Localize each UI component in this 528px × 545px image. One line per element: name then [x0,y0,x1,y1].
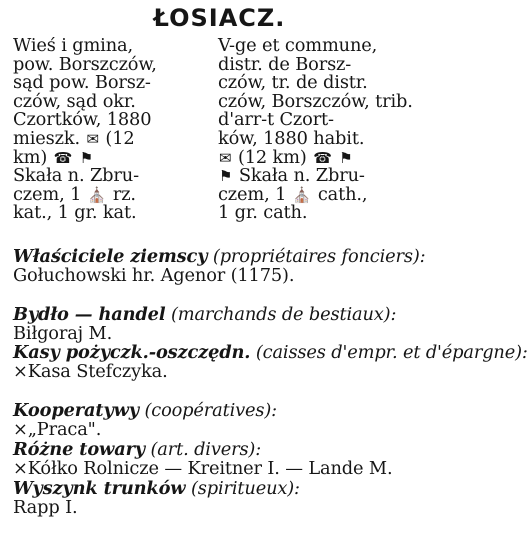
misc-section [13,441,423,478]
cooperatives-line [13,402,423,421]
french-line: ków, 1880 habit. [218,127,365,149]
french-text: cath., [317,183,368,205]
section-note: (art. divers): [150,439,262,460]
spirits-section [13,480,423,517]
polish-column [13,37,208,223]
owners-line: Gołuchowski hr. Agenor (1175). [13,264,295,286]
railway-station-icon: ⚑ [219,167,233,186]
section-note: (marchands de bestiaux): [170,304,397,325]
misc-line: ×Kółko Rolnicze — Kreitner I. — Lande M. [13,457,393,479]
cooperatives-line: ×„Praca". [13,418,102,440]
post-office-icon: ✉ [86,129,99,148]
section-label: Kasy pożyczk.-oszczędn. [13,342,251,363]
railway-station-icon: ⚑ [339,148,353,167]
misc-line [13,441,423,460]
french-line: V-ge et commune, [218,35,378,56]
spirits-line: Rapp I. [13,496,78,518]
polish-line: Skała n. Zbru- [13,165,139,187]
post-office-icon: ✉ [219,148,232,167]
church-icon: ⛪ [292,185,312,204]
polish-text: mieszk. [13,127,80,149]
french-text: Skała n. Zbru- [238,165,365,187]
french-line: czów, Borszczów, trib. [218,90,413,112]
polish-text: rz. [112,183,136,205]
section-label: Wyszynk trunków [13,478,186,499]
cattle-line [13,306,423,325]
telegraph-icon: ☎ [53,148,73,167]
polish-text: czem, 1 [13,183,82,205]
polish-line: pow. Borszczów, [13,53,157,75]
section-note: (coopératives): [144,400,277,421]
polish-text: (12 [105,127,135,149]
spirits-line [13,480,423,499]
owners-section [13,246,426,286]
savings-line [13,342,528,363]
french-text: (12 km) [237,146,307,168]
french-text: czem, 1 [218,183,287,205]
entry-title: ŁOSIACZ. [153,4,286,32]
french-line: 1 gr. cath. [218,202,308,224]
section-label: Właściciele ziemscy [13,246,208,267]
french-line: distr. de Borsz- [218,53,352,75]
section-note: (spiritueux): [190,478,300,499]
section-label: Różne towary [13,439,145,460]
polish-line: kat., 1 gr. kat. [13,202,137,224]
french-line: czów, tr. de distr. [218,72,368,94]
railway-station-icon: ⚑ [79,148,94,167]
polish-text: km) [13,146,48,168]
section-note: (caisses d'empr. et d'épargne): [255,342,528,363]
owners-line [13,246,426,267]
polish-line: sąd pow. Borsz- [13,72,151,94]
cattle-section [13,306,423,343]
section-label: Kooperatywy [13,400,139,421]
savings-line: ×Kasa Stefczyka. [13,360,168,382]
savings-section [13,342,528,382]
cooperatives-section [13,402,423,439]
french-line: d'arr-t Czort- [218,109,334,131]
section-label: Bydło — handel [13,304,166,325]
cattle-line: Biłgoraj M. [13,322,113,344]
section-note: (propriétaires fonciers): [212,246,426,267]
french-column [218,37,418,223]
church-icon: ⛪ [87,185,107,204]
polish-line: Czortków, 1880 [13,109,152,131]
telegraph-icon: ☎ [313,148,332,167]
polish-line: czów, sąd okr. [13,90,136,112]
polish-line: Wieś i gmina, [13,35,133,56]
